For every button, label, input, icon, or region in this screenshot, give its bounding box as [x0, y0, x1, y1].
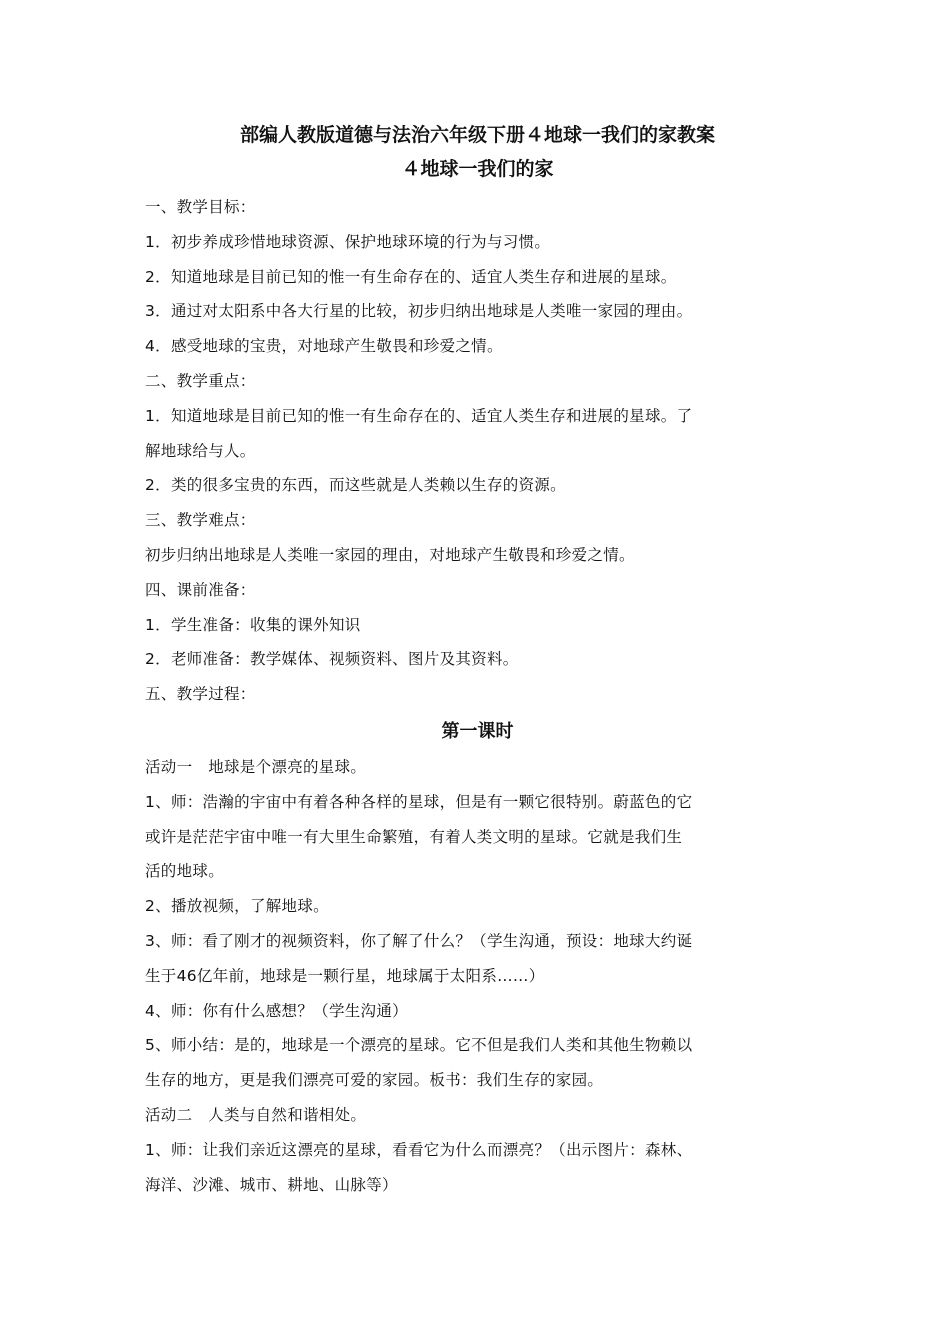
text-line: 4、师：你有什么感想？（学生沟通） [145, 1001, 408, 1020]
text-line: 五、教学过程： [145, 685, 256, 704]
text-line: 1．知道地球是目前已知的惟一有生命存在的、适宜人类生存和进展的星球。了 [145, 406, 693, 425]
text-line: 5、师小结：是的，地球是一个漂亮的星球。它不但是我们人类和其他生物赖以 [145, 1036, 693, 1055]
text-line: 生于46亿年前，地球是一颗行星，地球属于太阳系……） [145, 966, 545, 985]
text-line: 活的地球。 [145, 862, 225, 881]
text-line: 3、师：看了刚才的视频资料，你了解了什么？（学生沟通，预设：地球大约诞 [145, 931, 693, 950]
document-title: 部编人教版道德与法治六年级下册４地球一我们的家教案 [239, 124, 715, 146]
text-line: 一、教学目标： [145, 198, 256, 216]
text-line: 活动二 人类与自然和谐相处。 [145, 1105, 367, 1124]
text-line: 初步归纳出地球是人类唯一家园的理由，对地球产生敬畏和珍爱之情。 [145, 545, 635, 564]
text-line: 解地球给与人。 [145, 441, 256, 460]
text-line: 1．初步养成珍惜地球资源、保护地球环境的行为与习惯。 [145, 232, 551, 251]
text-line: 海洋、沙滩、城市、耕地、山脉等） [145, 1175, 398, 1194]
text-line: 4．感受地球的宝贵，对地球产生敬畏和珍爱之情。 [145, 337, 503, 356]
text-line: 活动一 地球是个漂亮的星球。 [145, 757, 367, 776]
lesson-plan-part2 [145, 750, 810, 1202]
text-line: 2、播放视频，了解地球。 [145, 897, 329, 916]
section-heading: 第一课时 [441, 720, 514, 742]
lesson-plan-part1 [145, 190, 810, 712]
text-line: 三、教学难点： [145, 511, 256, 530]
text-line: 2．知道地球是目前已知的惟一有生命存在的、适宜人类生存和进展的星球。 [145, 267, 677, 286]
text-line: 四、课前准备： [145, 580, 256, 599]
text-line: 1、师：浩瀚的宇宙中有着各种各样的星球，但是有一颗它很特别。蔚蓝色的它 [145, 792, 693, 811]
text-line: 2．老师准备：教学媒体、视频资料、图片及其资料。 [145, 650, 519, 669]
text-line: 生存的地方，更是我们漂亮可爱的家园。板书：我们生存的家园。 [145, 1071, 604, 1090]
text-line: 1、师：让我们亲近这漂亮的星球，看看它为什么而漂亮？（出示图片：森林、 [145, 1140, 693, 1159]
text-line: 3．通过对太阳系中各大行星的比较，初步归纳出地球是人类唯一家园的理由。 [145, 302, 693, 321]
document-subtitle: ４地球一我们的家 [401, 158, 554, 180]
text-line: 或许是茫茫宇宙中唯一有大里生命繁殖，有着人类文明的星球。它就是我们生 [145, 827, 683, 846]
text-line: 2．类的很多宝贵的东西，而这些就是人类赖以生存的资源。 [145, 476, 566, 495]
text-line: 1．学生准备：收集的课外知识 [145, 615, 361, 634]
text-line: 二、教学重点： [145, 371, 256, 390]
document-page [145, 118, 810, 1202]
